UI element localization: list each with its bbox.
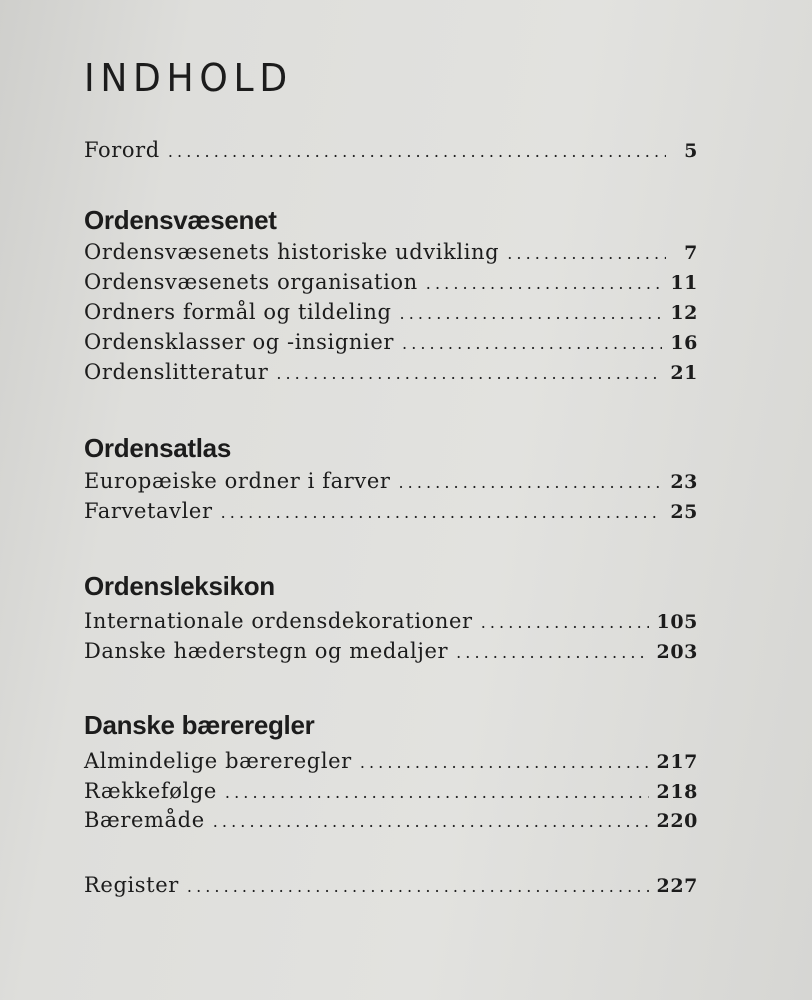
- entry-label: Danske hæderstegn og medaljer: [84, 639, 449, 663]
- entry-label: Ordners formål og tildeling: [84, 300, 392, 324]
- toc-entry: [84, 639, 698, 669]
- leader-dots: [168, 142, 666, 161]
- entry-label: Ordenslitteratur: [84, 360, 269, 384]
- toc-entry: [84, 499, 698, 529]
- leader-dots: [481, 613, 649, 632]
- entry-label: Ordensvæsenets organisation: [84, 270, 418, 294]
- toc-entry: [84, 300, 698, 330]
- toc-entry: [84, 779, 698, 809]
- entry-page: 7: [684, 242, 698, 264]
- entry-label: Internationale ordensdekorationer: [84, 609, 473, 633]
- entry-page: 218: [656, 781, 698, 803]
- toc-entry: [84, 360, 698, 390]
- leader-dots: [398, 473, 662, 492]
- toc-entry: [84, 469, 698, 499]
- leader-dots: [276, 364, 662, 383]
- leader-dots: [402, 334, 662, 353]
- leader-dots: [360, 753, 649, 772]
- entry-page: 5: [684, 140, 698, 162]
- leader-dots: [456, 643, 648, 662]
- entry-page: 227: [656, 875, 698, 897]
- section-heading: Ordensvæsenet: [84, 205, 277, 235]
- entry-page: 16: [670, 332, 698, 354]
- toc-entry: [84, 609, 698, 639]
- toc-entry: [84, 330, 698, 360]
- toc-entry: [84, 240, 698, 270]
- toc-entry: [84, 749, 698, 779]
- entry-page: 21: [670, 362, 698, 384]
- entry-page: 12: [670, 302, 698, 324]
- entry-page: 23: [670, 471, 698, 493]
- entry-label: Register: [84, 873, 179, 897]
- section-heading: Danske bæreregler: [84, 710, 315, 740]
- entry-label: Almindelige bæreregler: [84, 749, 352, 773]
- entry-label: Ordensklasser og -insignier: [84, 330, 395, 354]
- entry-label: Rækkefølge: [84, 779, 217, 803]
- section-heading: Ordensatlas: [84, 433, 231, 463]
- entry-label: Bæremåde: [84, 808, 205, 832]
- toc-entry-forord: [84, 138, 698, 168]
- entry-label: Forord: [84, 138, 160, 162]
- toc-entry: [84, 808, 698, 838]
- entry-page: 203: [656, 641, 698, 663]
- toc-entry: [84, 270, 698, 300]
- page-title: INDHOLD: [84, 56, 293, 100]
- entry-label: Ordensvæsenets historiske udvikling: [84, 240, 500, 264]
- leader-dots: [426, 274, 663, 293]
- leader-dots: [187, 877, 649, 896]
- entry-page: 25: [670, 501, 698, 523]
- section-heading: Ordensleksikon: [84, 571, 275, 601]
- entry-label: Farvetavler: [84, 499, 213, 523]
- entry-page: 105: [656, 611, 698, 633]
- leader-dots: [225, 783, 649, 802]
- entry-page: 220: [656, 810, 698, 832]
- toc-entry-register: [84, 873, 698, 903]
- leader-dots: [213, 812, 649, 831]
- entry-page: 11: [670, 272, 698, 294]
- entry-label: Europæiske ordner i farver: [84, 469, 391, 493]
- entry-page: 217: [656, 751, 698, 773]
- leader-dots: [400, 304, 663, 323]
- leader-dots: [221, 503, 663, 522]
- leader-dots: [507, 244, 666, 263]
